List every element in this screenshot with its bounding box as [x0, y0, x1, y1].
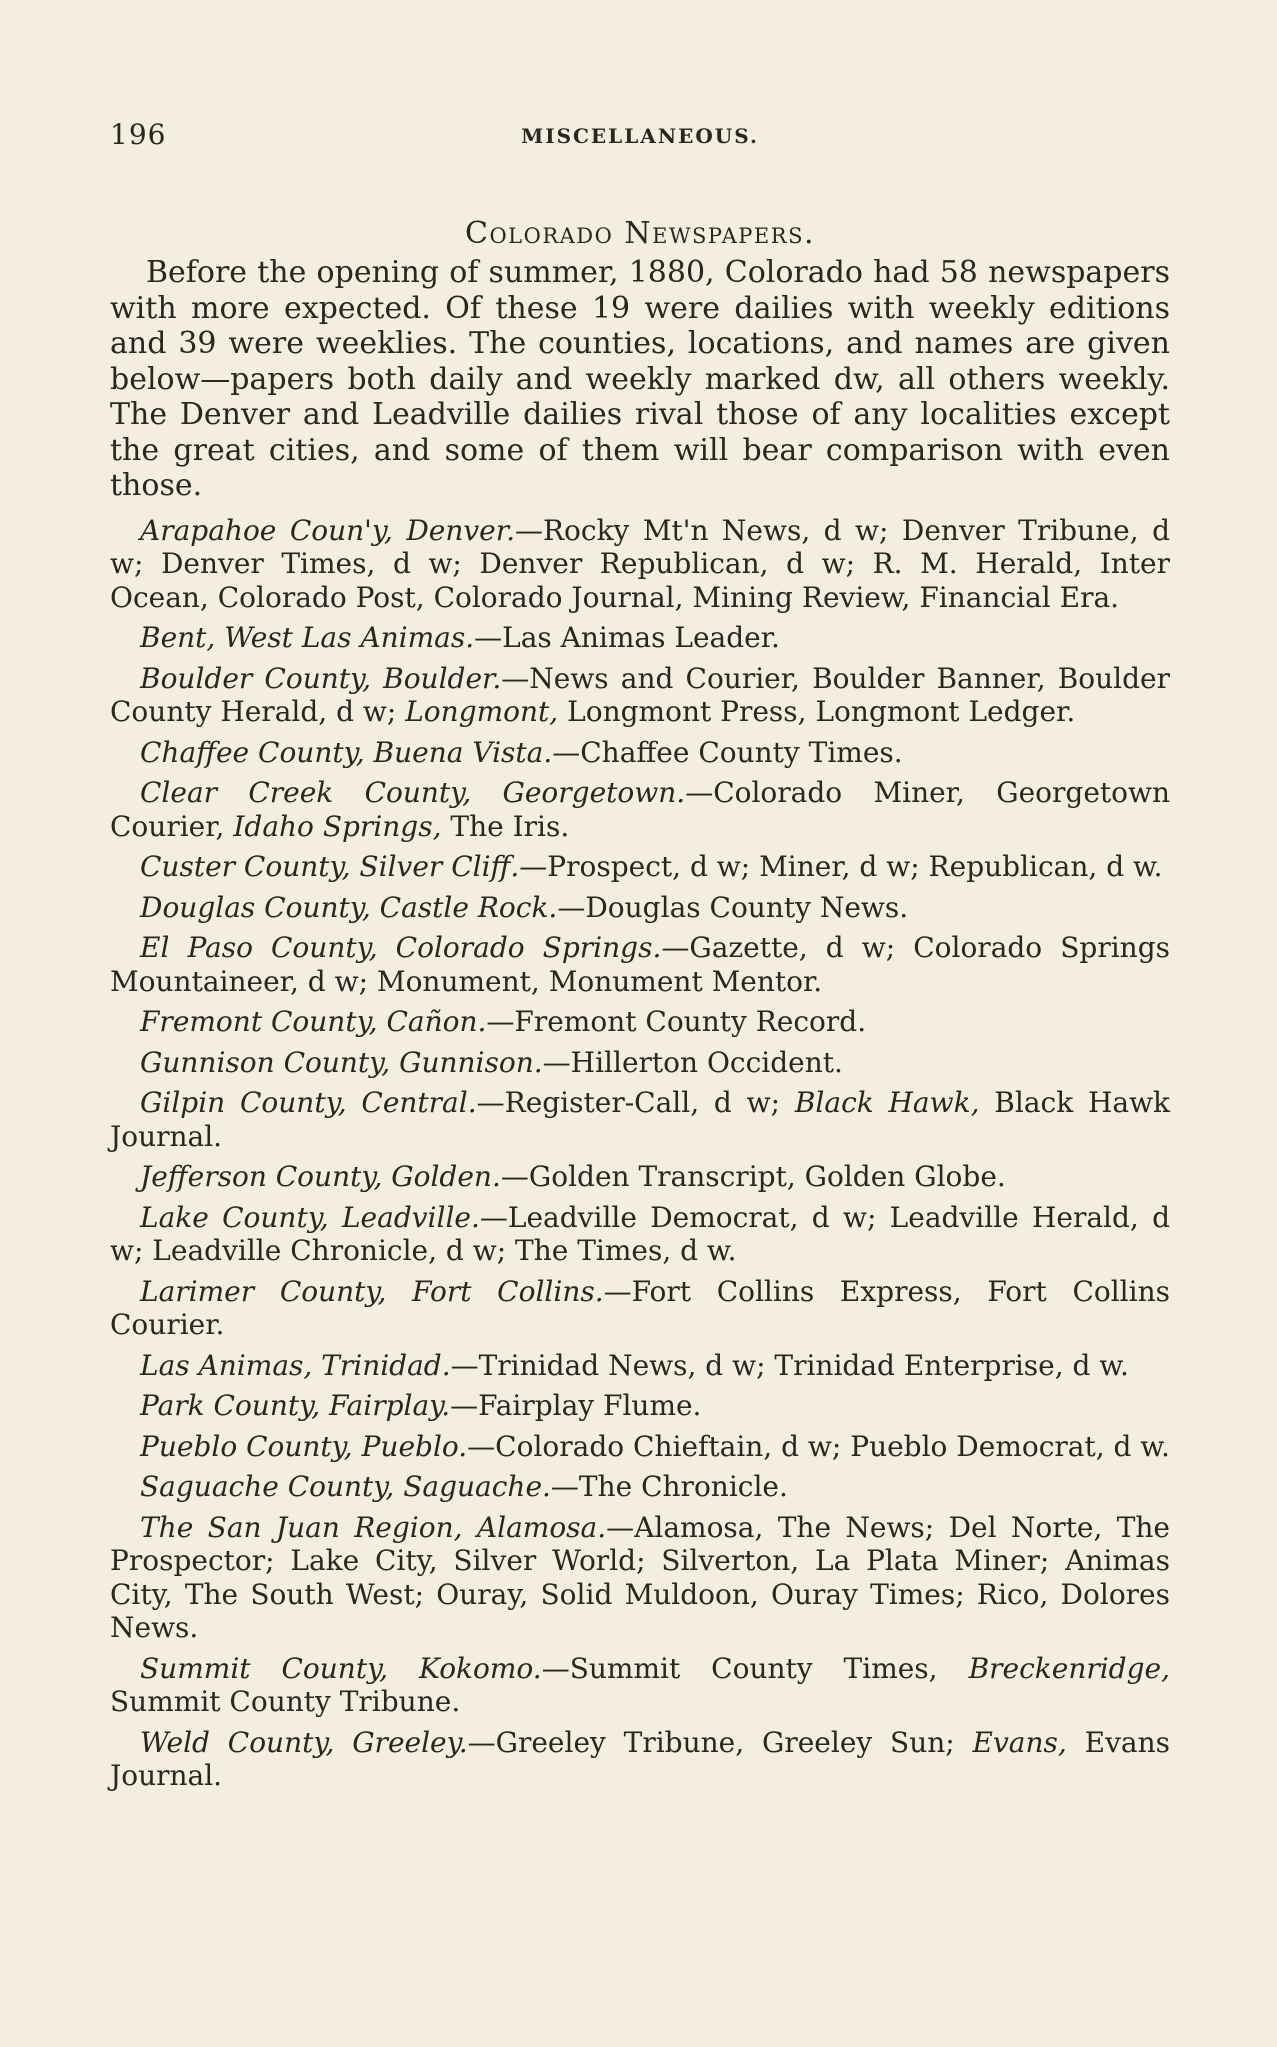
- newspaper-list: —Fremont County Record.: [486, 1005, 867, 1038]
- county-location: Lake County, Leadville.: [140, 1200, 480, 1234]
- newspaper-list: —News and Courier, Boulder Banner, Boulder County Herald, d w;: [110, 661, 1170, 728]
- newspaper-list: —Register-Call, d w;: [476, 1086, 781, 1119]
- county-location: Larimer County, Fort Collins.: [140, 1274, 604, 1308]
- newspaper-list: —Fort Collins Express, Fort Collins Courier.: [110, 1274, 1170, 1341]
- newspaper-entry: [110, 1086, 1170, 1153]
- newspaper-list: —The Chronicle.: [550, 1470, 788, 1503]
- newspaper-list: Summit County Tribune.: [110, 1685, 461, 1718]
- newspaper-list: —Las Animas Leader.: [474, 621, 780, 654]
- county-location: Boulder County, Boulder.: [140, 661, 502, 695]
- newspaper-list: Black Hawk Journal.: [110, 1086, 1170, 1153]
- newspaper-entry: [110, 662, 1170, 729]
- newspaper-list: —Greeley Tribune, Greeley Sun;: [467, 1725, 955, 1759]
- newspaper-entry: [110, 621, 1170, 655]
- secondary-location: Longmont,: [405, 695, 559, 728]
- newspaper-entry: [110, 1726, 1170, 1793]
- newspaper-list: —Rocky Mt'n News, d w; Denver Tribune, d w; Denver Times, d w; Denver Republican, d w; R. M. Herald, Inter Ocean, Colorado Post, Colorado Journal, Mining Review, Financial Era.: [110, 513, 1171, 614]
- newspaper-list: —Trinidad News, d w; Trinidad Enterprise, d w.: [450, 1348, 1129, 1382]
- county-location: Bent, West Las Animas.: [140, 621, 475, 654]
- county-location: Arapahoe Coun'y, Denver.: [140, 513, 515, 547]
- newspaper-entry: [110, 1005, 1170, 1039]
- county-location: Custer County, Silver Cliff.: [140, 850, 520, 883]
- county-location: Fremont County, Cañon.: [140, 1005, 487, 1038]
- newspaper-list: —Chaffee County Times.: [552, 735, 903, 769]
- newspaper-list: —Douglas County News.: [557, 890, 909, 924]
- county-location: El Paso County, Colorado Springs.: [140, 931, 662, 964]
- newspaper-entry: [110, 1046, 1170, 1080]
- newspaper-entry: [110, 891, 1170, 925]
- newspaper-list: —Fairplay Flume.: [450, 1389, 702, 1422]
- newspaper-entry: [110, 1160, 1170, 1194]
- newspaper-list: —Gazette, d w; Colorado Springs Mountaineer, d w; Monument, Monument Mentor.: [110, 931, 1170, 998]
- newspaper-list: Longmont Press, Longmont Ledger.: [567, 695, 1076, 728]
- county-location: The San Juan Region, Alamosa.: [140, 1510, 607, 1544]
- county-location: Clear Creek County, Georgetown.: [140, 776, 686, 809]
- newspaper-entry: [110, 931, 1170, 998]
- newspaper-list: —Golden Transcript, Golden Globe.: [500, 1160, 1006, 1193]
- county-location: Gilpin County, Central.: [140, 1086, 477, 1119]
- newspaper-entry: [110, 1349, 1170, 1383]
- county-location: Weld County, Greeley.: [140, 1725, 468, 1759]
- newspaper-list: —Leadville Democrat, d w; Leadville Herald, d w; Leadville Chronicle, d w; The Times, d w.: [110, 1200, 1170, 1267]
- section-title: Colorado Newspapers.: [464, 216, 815, 251]
- newspaper-entry: [110, 736, 1170, 770]
- newspaper-entry: [110, 1430, 1170, 1464]
- county-location: Douglas County, Castle Rock.: [140, 890, 558, 924]
- newspaper-entry: [110, 850, 1170, 884]
- secondary-location: Evans,: [972, 1725, 1067, 1759]
- newspaper-list: —Summit County Times,: [541, 1651, 938, 1685]
- secondary-location: Breckenridge,: [968, 1651, 1171, 1685]
- page-number: 196: [110, 118, 167, 151]
- newspaper-list: —Alamosa, The News; Del Norte, The Prospector; Lake City, Silver World; Silverton, La Plata Miner; Animas City, The South West; Ouray, Solid Muldoon, Ouray Times; Rico, Dolores News.: [110, 1510, 1170, 1644]
- county-location: Las Animas, Trinidad.: [140, 1348, 451, 1382]
- newspaper-entry: [110, 1652, 1170, 1719]
- county-location: Pueblo County, Pueblo.: [140, 1429, 468, 1463]
- running-head: MISCELLANEOUS.: [521, 124, 759, 148]
- secondary-location: Idaho Springs,: [233, 809, 442, 843]
- newspaper-list: —Colorado Chieftain, d w; Pueblo Democrat, d w.: [467, 1429, 1170, 1463]
- county-location: Gunnison County, Gunnison.: [140, 1045, 543, 1079]
- newspaper-entry: [110, 1201, 1170, 1268]
- newspaper-list: —Colorado Miner, Georgetown Courier,: [110, 776, 1170, 843]
- newspaper-entry: [110, 1470, 1170, 1504]
- newspaper-entry: [110, 1389, 1170, 1423]
- county-location: Summit County, Kokomo.: [140, 1651, 542, 1685]
- county-location: Park County, Fairplay.: [140, 1389, 451, 1422]
- secondary-location: Black Hawk,: [794, 1086, 980, 1119]
- newspaper-entry: [110, 1275, 1170, 1342]
- newspaper-entry: [110, 776, 1170, 843]
- newspaper-list: The Iris.: [450, 809, 570, 843]
- intro-paragraph: Before the opening of summer, 1880, Colorado had 58 newspapers with more expected. Of these 19 were dailies with weekly editions and 39 were weeklies. The counties, locations, and names are given below—papers both daily and weekly marked dw, all others weekly. The Denver and Leadville dailies rival those of any localities except the great cities, and some of them will bear comparison with even those.: [110, 255, 1170, 503]
- newspaper-entry: [110, 1511, 1170, 1645]
- newspaper-list: —Hillerton Occident.: [542, 1045, 843, 1079]
- county-location: Chaffee County, Buena Vista.: [140, 735, 553, 769]
- newspaper-list: Evans Journal.: [110, 1725, 1170, 1792]
- county-location: Saguache County, Saguache.: [140, 1470, 551, 1503]
- page-header: [110, 118, 1170, 158]
- county-location: Jefferson County, Golden.: [140, 1160, 501, 1193]
- page-content: [110, 216, 1170, 1800]
- newspaper-list: —Prospect, d w; Miner, d w; Republican, d w.: [519, 850, 1163, 883]
- newspaper-entry: [110, 514, 1170, 615]
